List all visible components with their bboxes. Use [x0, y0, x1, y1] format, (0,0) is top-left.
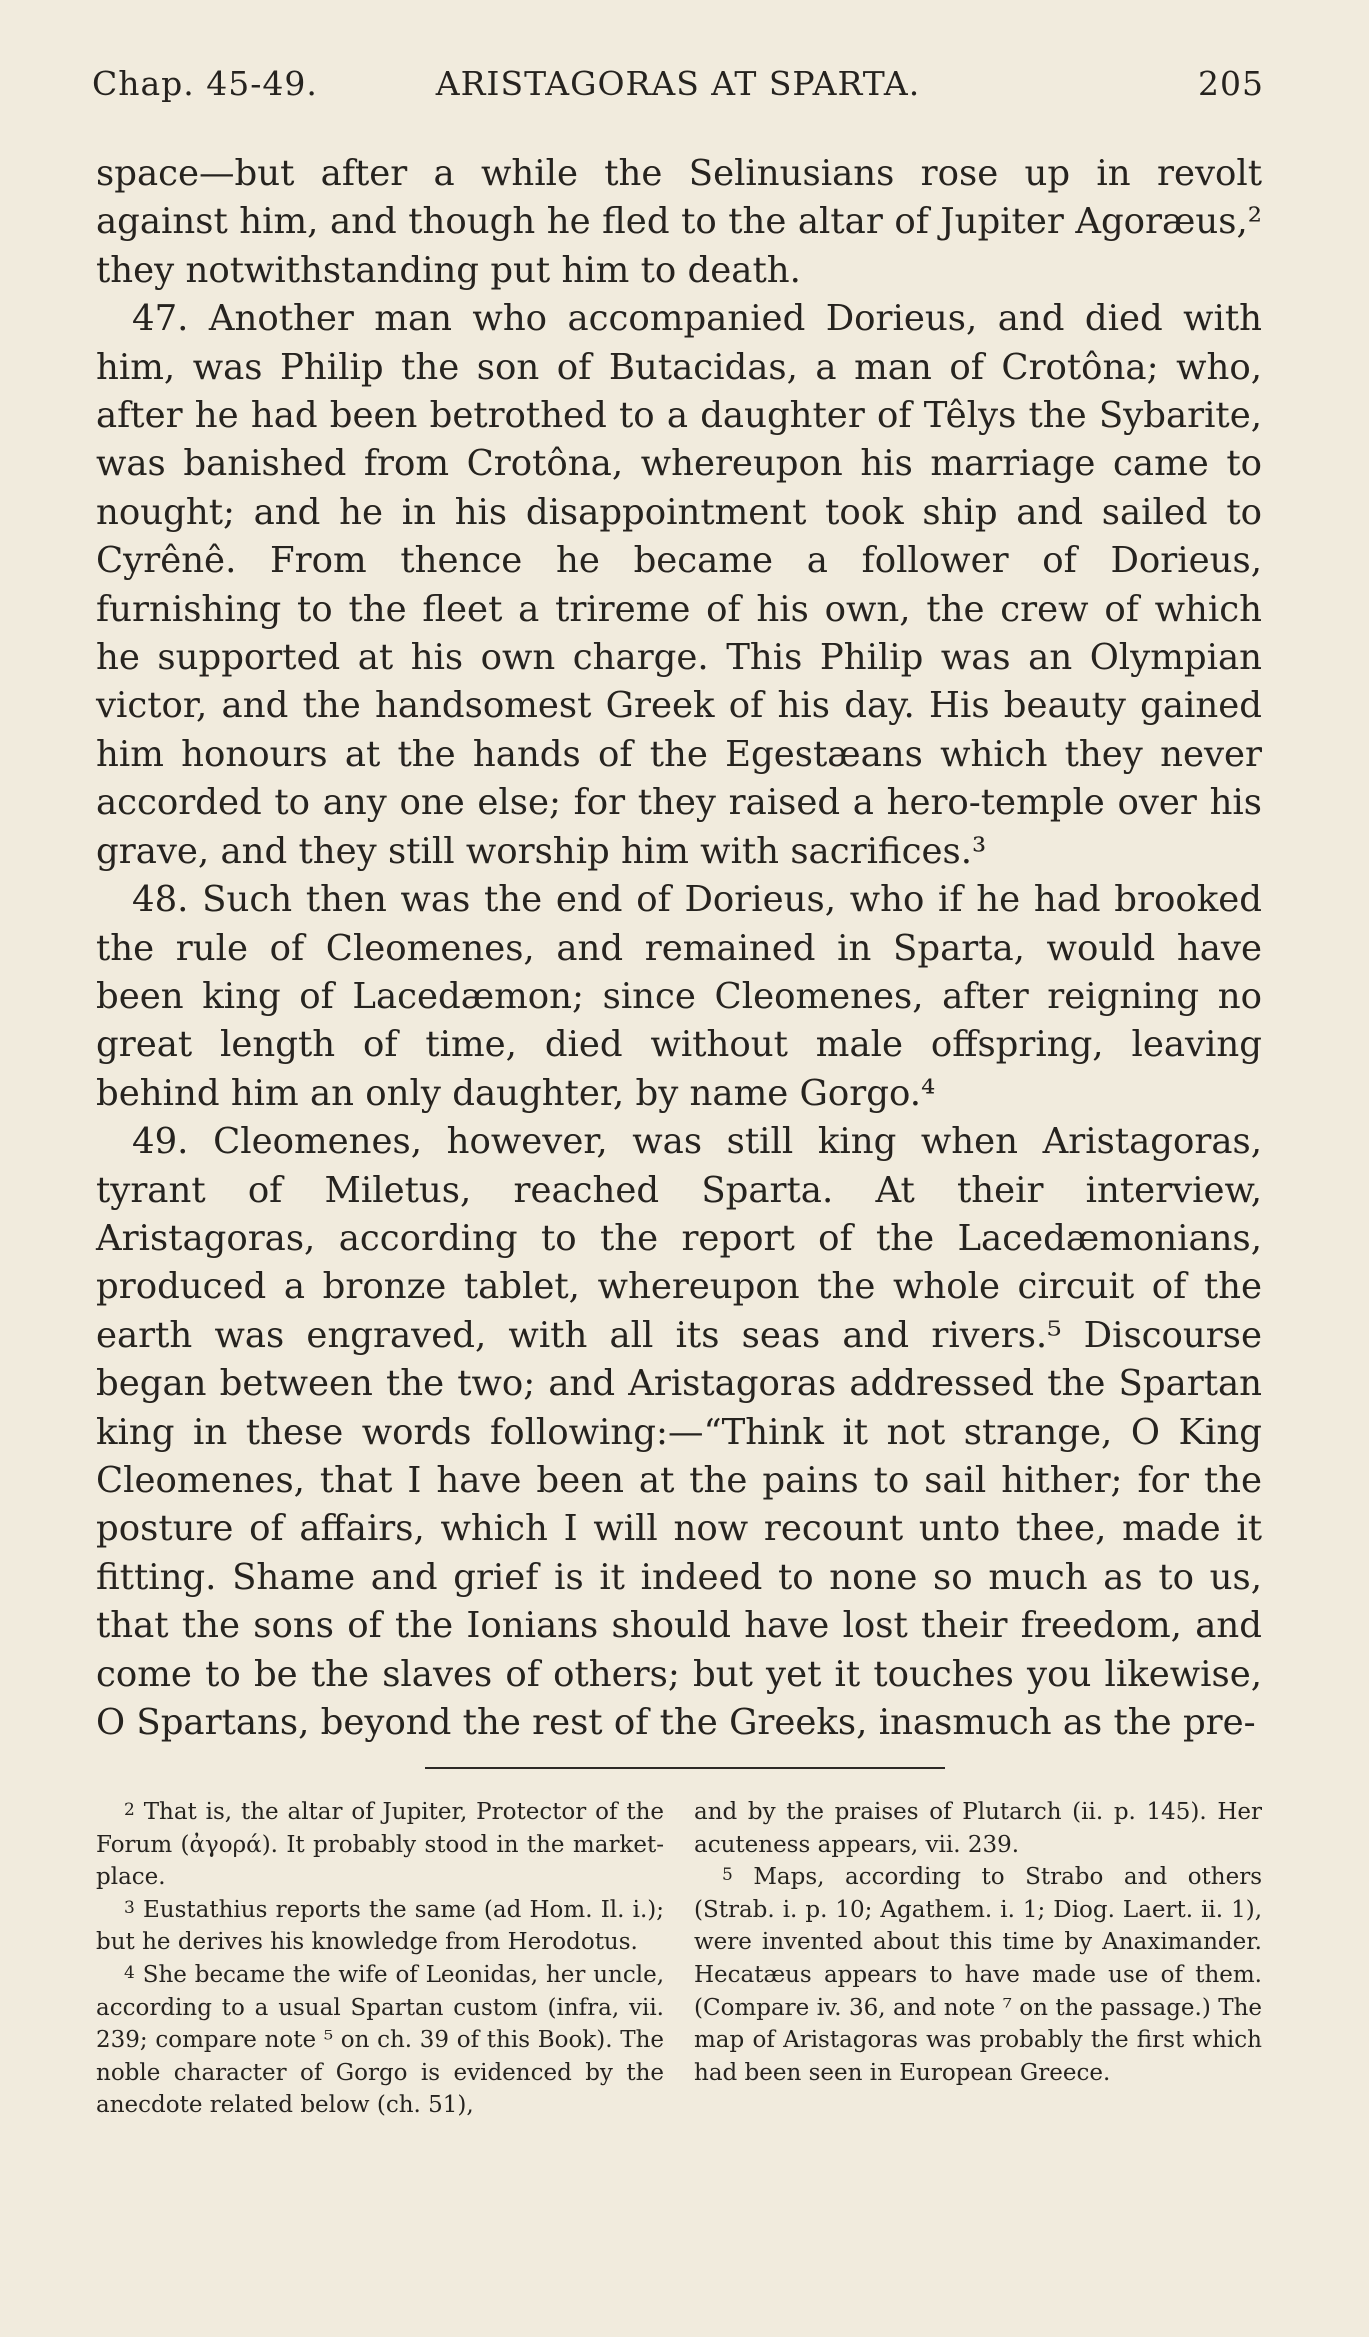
paragraph-47: 47. Another man who accompanied Dorieus, and died with him, was Philip the son of Butacidas, a man of Crotôna; who, after he had been betrothed to a daughter of Têlys the Sybarite, was banished from Crotôna, whereupon his marriage came to nought; and he in his disappointment took ship and sailed to Cyrênê. From thence he became a follower of Dorieus, furnishing to the fleet a trireme of his own, the crew of which he supported at his own charge. This Philip was an Olympian victor, and the handsomest Greek of his day. His beauty gained him honours at the hands of the Egestæans which they never accorded to any one else; for they raised a hero-temple over his grave, and they still worship him with sacrifices.³	[96, 298, 1262, 872]
footnote-text: She became the wife of Leonidas, her uncle, according to a usual Spartan custom (infra, vii. 239; compare note ⁵ on ch. 39 of this Book). The noble character of Gorgo is evidenced by the anecdote related below (ch. 51),	[96, 1961, 665, 2119]
paragraph-continuation: space—but after a while the Selinusians rose up in revolt against him, and though he fled to the altar of Jupiter Agoræus,² they notwithstanding put him to death.	[96, 153, 1262, 291]
footnote-text: Eustathius reports the same (ad Hom. Il. i.); but he derives his knowledge from Herodotus.	[96, 1896, 665, 1956]
footnote-2	[96, 1796, 664, 1894]
footnote-5	[694, 1861, 1262, 2089]
main-text	[96, 150, 1262, 1747]
footnote-3	[96, 1894, 664, 1959]
page-number: 205	[1198, 64, 1264, 103]
footnote-column-left	[96, 1796, 664, 2122]
paragraph-48: 48. Such then was the end of Dorieus, who if he had brooked the rule of Cleomenes, and remained in Sparta, would have been king of Lacedæmon; since Cleomenes, after reigning no great length of time, died without male offspring, leaving behind him an only daughter, by name Gorgo.⁴	[96, 879, 1262, 1114]
footnote-marker: 5	[722, 1865, 733, 1886]
footnote-text: That is, the altar of Jupiter, Protector of the Forum (ἀγορά). It probably stood in the market-place.	[96, 1799, 665, 1891]
page-title: ARISTAGORAS AT SPARTA.	[435, 64, 921, 103]
footnote-marker: 3	[124, 1897, 135, 1918]
footnote-divider	[425, 1767, 945, 1769]
paragraph-49: 49. Cleomenes, however, was still king when Aristagoras, tyrant of Miletus, reached Sparta. At their interview, Aristagoras, according to the report of the Lacedæmonians, produced a bronze tablet, whereupon the whole circuit of the earth was engraved, with all its seas and rivers.⁵ Discourse began between the two; and Aristagoras addressed the Spartan king in these words following:—“Think it not strange, O King Cleomenes, that I have been at the pains to sail hither; for the posture of affairs, which I will now recount unto thee, made it fitting. Shame and grief is it indeed to none so much as to us, that the sons of the Ionians should have lost their freedom, and come to be the slaves of others; but yet it touches you likewise, O Spartans, beyond the rest of the Greeks, inasmuch as the pre-	[96, 1121, 1262, 1743]
footnote-marker: 2	[124, 1800, 135, 1820]
running-header	[92, 58, 1264, 110]
footnote-marker: 4	[124, 1962, 135, 1983]
chapter-reference: Chap. 45-49.	[92, 64, 318, 103]
footnote-text: Maps, according to Strabo and others (Strab. i. p. 10; Agathem. i. 1; Diog. Laert. ii. 1), were invented about this time by Anaximander. Hecatæus appears to have made use of them. (Compare iv. 36, and note ⁷ on the passage.) The map of Aristagoras was probably the first which had been seen in European Greece.	[694, 1864, 1263, 2086]
footnote-column-right	[694, 1796, 1262, 2089]
footnote-4	[96, 1959, 664, 2122]
footnote-4-continued: and by the praises of Plutarch (ii. p. 145). Her acuteness appears, vii. 239.	[694, 1799, 1262, 1858]
